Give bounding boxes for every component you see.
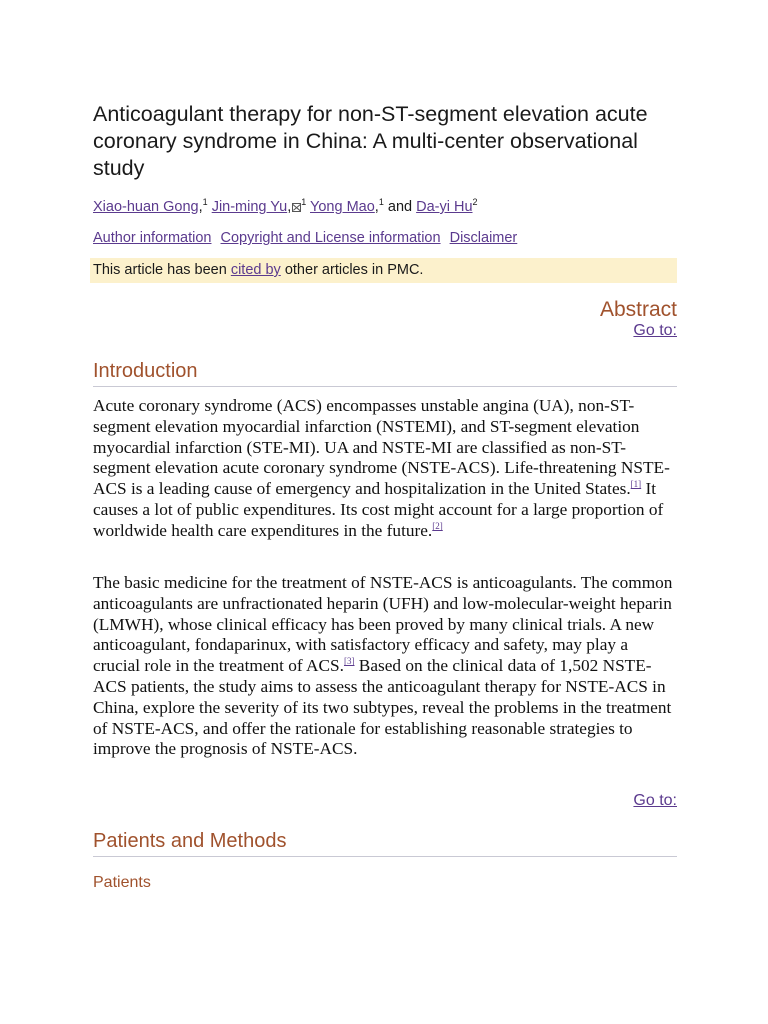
disclaimer-link[interactable]: Disclaimer (449, 230, 518, 246)
copyright-license-link[interactable]: Copyright and License information (220, 230, 441, 246)
goto-link-abstract[interactable]: Go to: (633, 322, 677, 339)
abstract-heading: Abstract (599, 298, 677, 321)
author-information-link[interactable]: Author information (93, 230, 212, 246)
article-info-links (93, 230, 522, 246)
subsection-heading-patients: Patients (93, 874, 151, 891)
intro-paragraph-1: Acute coronary syndrome (ACS) encompasses unstable angina (UA), non-ST-segment elevation myocardial infarction (NSTEMI), and ST-segment elevation myocardial infarction (STE-MI). UA and NSTE-MI are classified as non-ST-segment elevation acute coronary syndrome (NSTE-ACS). Life-threatening NSTE-ACS is a leading cause of emergency and hospitalization in the United States.[1] It causes a lot of public expenditures. Its cost might account for a large proportion of worldwide health care expenditures in the future.[2] (93, 396, 670, 540)
and-word: and (387, 199, 413, 215)
reference-link-2[interactable]: [2] (432, 521, 443, 532)
article-title: Anticoagulant therapy for non-ST-segment elevation acute coronary syndrome in China: A multi-center observational study (93, 102, 648, 180)
author-link-2[interactable]: Jin-ming Yu (211, 199, 288, 215)
section-heading-introduction: Introduction (93, 360, 677, 387)
cited-by-notice: This article has been cited by other articles in PMC. (90, 258, 677, 283)
intro-paragraph-2: The basic medicine for the treatment of NSTE-ACS is anticoagulants. The common anticoagulants are unfractionated heparin (UFH) and low-molecular-weight heparin (LMWH), whose clinical efficacy has been proved by many clinical trials. A new anticoagulant, fondaparinux, with satisfactory efficacy and safety, may play a crucial role in the treatment of ACS.[3] Based on the clinical data of 1,502 NSTE-ACS patients, the study aims to assess the anticoagulant therapy for NSTE-ACS in China, explore the severity of its two subtypes, reveal the problems in the treatment of NSTE-ACS, and offer the rationale for establishing reasonable strategies to improve the prognosis of NSTE-ACS. (93, 573, 673, 759)
goto-link-introduction[interactable]: Go to: (633, 792, 677, 809)
section-heading-patients-methods: Patients and Methods (93, 830, 677, 857)
author-list: Xiao-huan Gong,$^1$ Jin-ming Yu, $^1$ Yong Mao,$^1$ and Da-yi Hu$^2$ (93, 197, 478, 215)
author-link-1[interactable]: Xiao-huan Gong (93, 199, 199, 215)
author-link-4[interactable]: Da-yi Hu (416, 199, 473, 215)
reference-link-3[interactable]: [3] (343, 656, 355, 667)
author-link-3[interactable]: Yong Mao (310, 199, 375, 215)
cited-by-link[interactable]: cited by (230, 262, 281, 278)
email-icon[interactable] (292, 203, 301, 212)
reference-link-1[interactable]: [1] (630, 479, 642, 490)
